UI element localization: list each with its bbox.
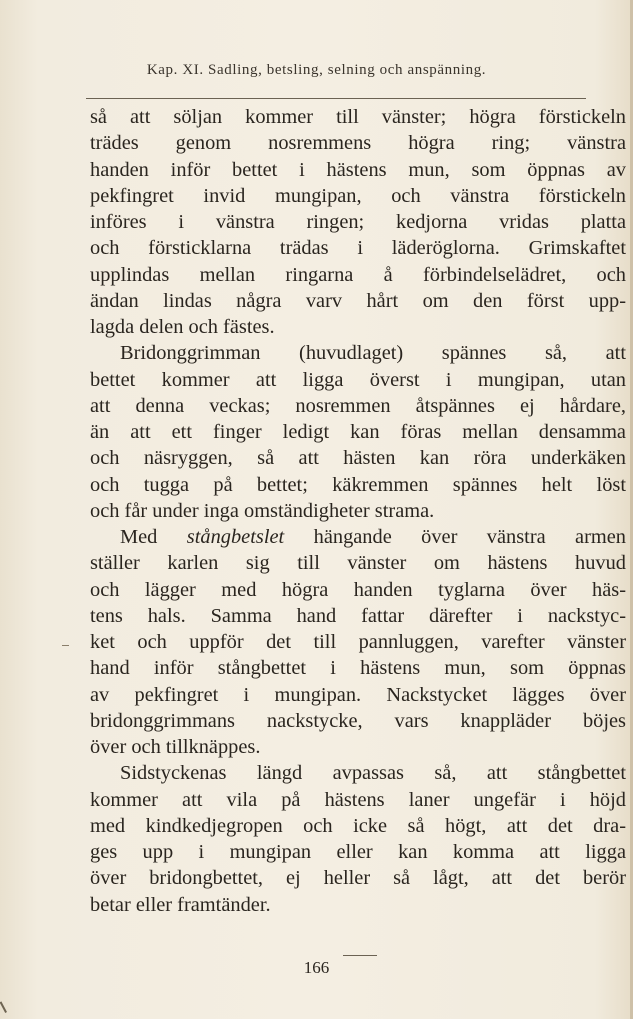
text-line: trädes genom nosremmens högra ring; vänstra <box>90 132 626 155</box>
text-line: bettet kommer att ligga överst i mungipan, utan <box>90 368 626 391</box>
page-number: 166 <box>303 958 330 977</box>
text-line: ket och uppför det till pannluggen, varefter vänster <box>90 631 626 653</box>
text-line: med kindkedjegropen och icke så högt, att det dra- <box>90 814 626 837</box>
text-line: införes i vänstra ringen; kedjorna vridas platta <box>90 211 626 233</box>
text-line: ändan lindas några varv hårt om den först upp- <box>90 289 626 312</box>
text-line: över bridongbettet, ej heller så lågt, att det berör <box>90 867 626 890</box>
margin-mark <box>62 645 69 646</box>
text-line: och försticklarna trädas i läderöglorna. Grimskaftet <box>90 237 626 260</box>
text-line: ställer karlen sig till vänster om hästens huvud <box>90 552 626 575</box>
text-line: och lägger med högra handen tyglarna över häs- <box>90 578 626 601</box>
text-line: kommer att vila på hästens laner ungefär i höjd <box>90 788 626 811</box>
text-line: lagda delen och fästes. <box>90 316 275 338</box>
text-line: att denna veckas; nosremmen åtspännes ej hårdare, <box>90 394 626 417</box>
text-line: och får under inga omständigheter strama. <box>90 499 435 522</box>
text-line: hand inför stångbettet i hästens mun, som öppnas <box>90 657 626 680</box>
text-line-with-emphasis <box>90 524 626 550</box>
emphasized-term: stångbetslet <box>186 526 285 548</box>
text-line: och näsryggen, så att hästen kan röra underkäken <box>90 447 626 470</box>
text-fragment: Med <box>120 526 158 548</box>
body-text <box>90 104 626 918</box>
text-line: tens hals. Samma hand fattar därefter i nackstyc- <box>90 604 626 627</box>
text-line: och tugga på bettet; käkremmen spännes helt löst <box>90 473 626 496</box>
text-line: av pekfingret i mungipan. Nackstycket lägges över <box>90 683 626 706</box>
text-line: så att söljan kommer till vänster; högra förstickeln <box>90 106 626 128</box>
text-fragment: hängande över vänstra armen <box>313 526 626 548</box>
text-line: Sidstyckenas längd avpassas så, att stångbettet <box>120 762 626 785</box>
text-line: över och tillknäppes. <box>90 736 261 758</box>
text-line: pekfingret invid mungipan, och vänstra förstickeln <box>90 184 626 207</box>
header-rule <box>86 98 586 99</box>
folio-rule <box>343 955 377 956</box>
text-line: än att ett finger ledigt kan föras mellan densamma <box>90 421 626 443</box>
text-line: betar eller framtänder. <box>90 893 271 916</box>
text-line: Bridonggrimman (huvudlaget) spännes så, att <box>120 342 626 365</box>
text-line: bridonggrimmans nackstycke, vars knappläder böjes <box>90 709 626 732</box>
running-head: Kap. XI. Sadling, betsling, selning och anspänning. <box>146 62 487 78</box>
text-line: handen inför bettet i hästens mun, som öppnas av <box>90 158 626 181</box>
corner-mark <box>0 999 11 1013</box>
text-line: upplindas mellan ringarna å förbindelselädret, och <box>90 263 626 286</box>
text-line: ges upp i mungipan eller kan komma att ligga <box>90 841 626 863</box>
